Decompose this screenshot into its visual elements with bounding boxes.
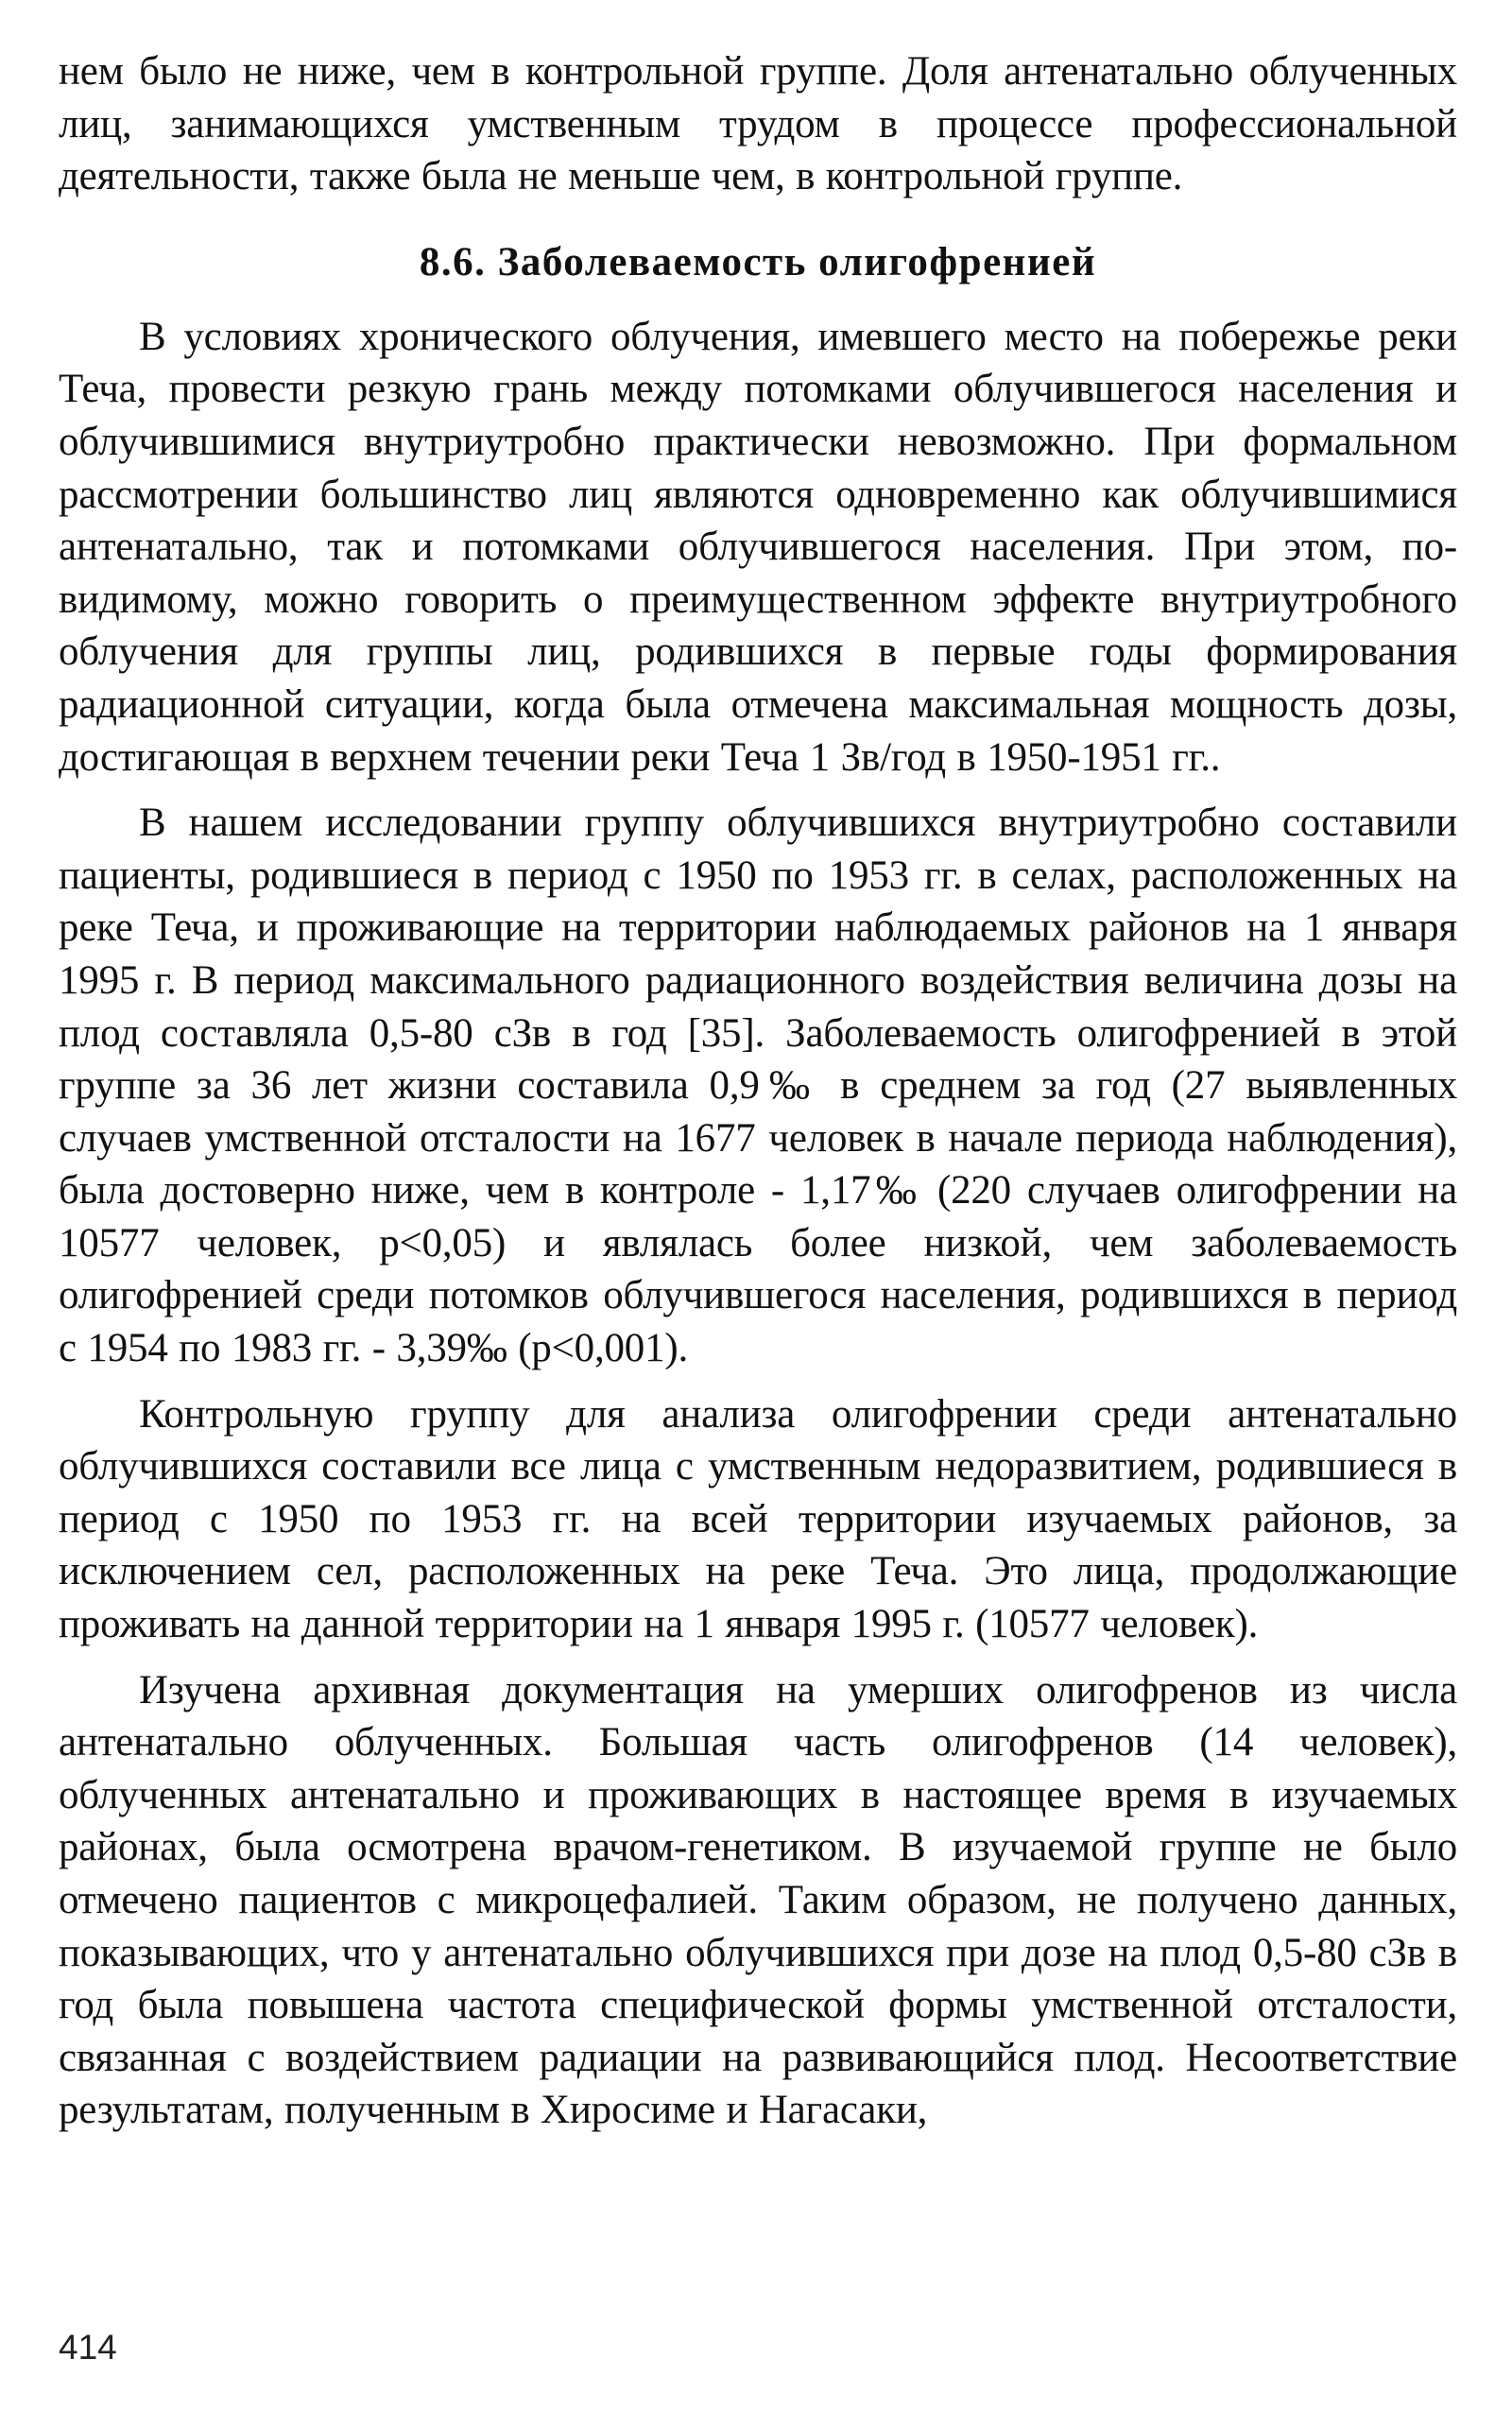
body-paragraph-1: В условиях хронического облучения, имевшего место на побережье реки Теча, провести резкую грань между потомками облучившегося населения и облучившимися внутриутробно практически невозможно. При формальном рассмотрении большинство лиц являются одновременно как облучившимися антенатально, так и потомками облучившегося населения. При этом, по-видимому, можно говорить о преимущественном эффекте внутриутробного облучения для группы лиц, родившихся в первые годы формирования радиационной ситуации, когда была отмечена максимальная мощность дозы, достигающая в верхнем течении реки Теча 1 Зв/год в 1950-1951 гг.. <box>59 314 1457 780</box>
body-paragraph-4: Изучена архивная документация на умерших олигофренов из числа антенатально облученных. Большая часть олигофренов (14 человек), облученных антенатально и проживающих в настоящее время в изучаемых районах, была осмотрена врачом-генетиком. В изучаемой группе не было отмечено пациентов с микроцефалией. Таким образом, не получено данных, показывающих, что у антенатально облучившихся при дозе на плод 0,5-80 сЗв в год была повышена частота специфической формы умственной отсталости, связанная с воздействием радиации на развивающийся плод. Несоответствие результатам, полученным в Хиросиме и Нагасаки, <box>59 1667 1457 2133</box>
body-paragraph-3: Контрольную группу для анализа олигофрении среди антенатально облучившихся составили все лица с умственным недоразвитием, родившиеся в период с 1950 по 1953 гг. на всей территории изучаемых районов, за исключением сел, расположенных на реке Теча. Это лица, продолжающие проживать на данной территории на 1 января 1995 г. (10577 человек). <box>59 1391 1457 1647</box>
page-number: 414 <box>59 2328 117 2367</box>
intro-paragraph: нем было не ниже, чем в контрольной группе. Доля антенатально облученных лиц, занимающихся умственным трудом в процессе профессиональной деятельности, также была не меньше чем, в контрольной группе. <box>59 49 1457 199</box>
body-paragraph-2: В нашем исследовании группу облучившихся внутриутробно составили пациенты, родившиеся в период с 1950 по 1953 гг. в селах, расположенных на реке Теча, и проживающие на территории наблюдаемых районов на 1 января 1995 г. В период максимального радиационного воздействия величина дозы на плод составляла 0,5-80 сЗв в год [35]. Заболеваемость олигофренией в этой группе за 36 лет жизни составила 0,9‰ в среднем за год (27 выявленных случаев умственной отсталости на 1677 человек в начале периода наблюдения), была достоверно ниже, чем в контроле - 1,17‰ (220 случаев олигофрении на 10577 человек, р<0,05) и являлась более низкой, чем заболеваемость олигофренией среди потомков облучившегося населения, родившихся в период с 1954 по 1983 гг. - 3,39‰ (р<0,001). <box>59 800 1457 1371</box>
document-page <box>59 45 1457 2351</box>
section-heading: 8.6. Заболеваемость олигофренией <box>419 239 1097 284</box>
